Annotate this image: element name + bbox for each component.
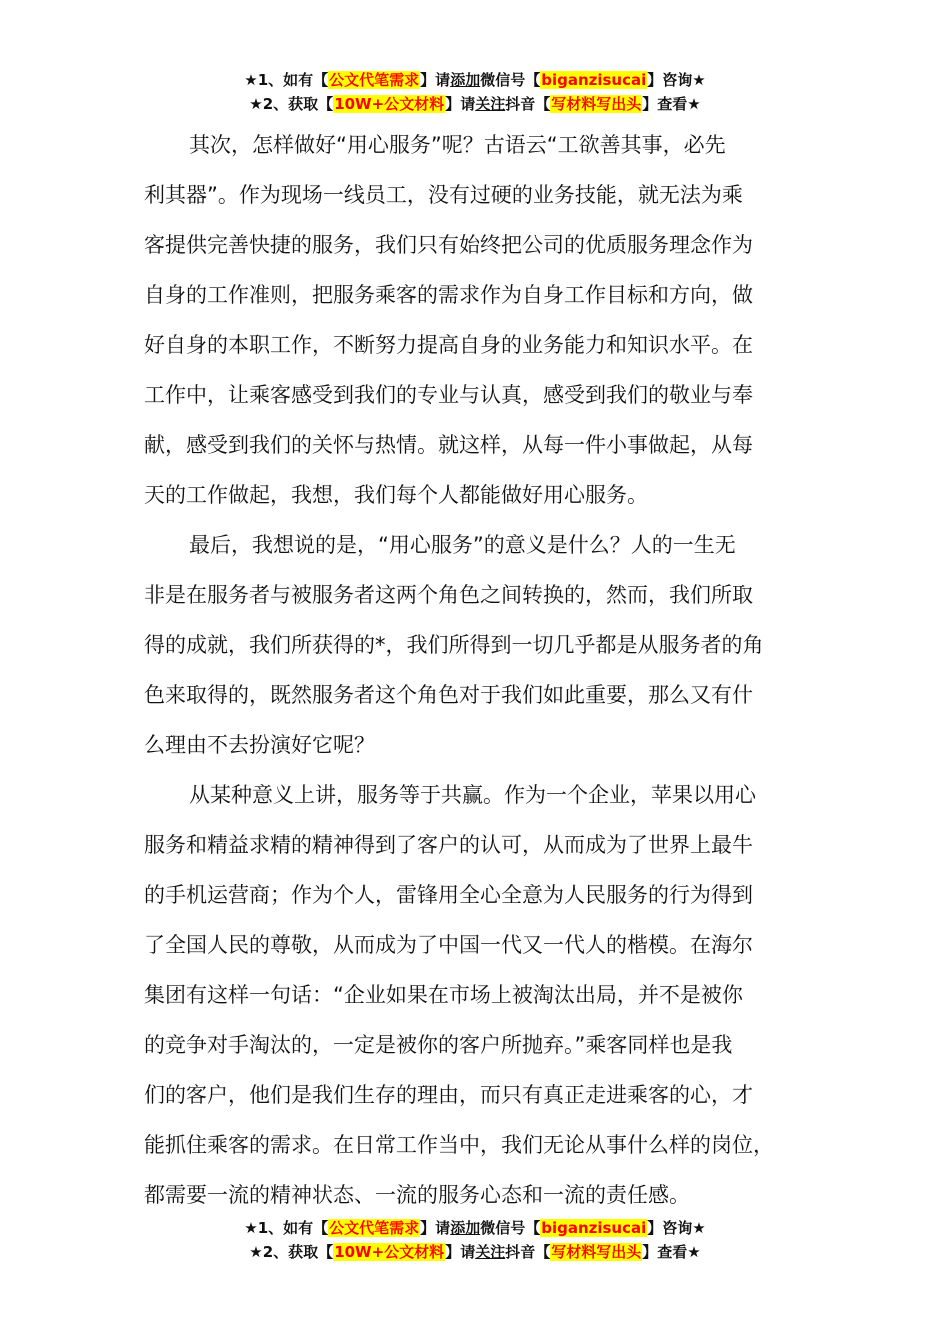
text-line: 从某种意义上讲，服务等于共赢。作为一个企业，苹果以用心 (189, 783, 756, 807)
text-line: 最后，我想说的是，“用心服务”的意义是什么？人的一生无 (189, 533, 736, 557)
highlight-ghostwriting: 公文代笔需求 (329, 71, 420, 89)
highlight-materials: 10W+公文材料 (334, 95, 445, 113)
text-line: 的手机运营商；作为个人，雷锋用全心全意为人民服务的行为得到 (144, 883, 753, 907)
text-line: 能抓住乘客的需求。在日常工作当中，我们无论从事什么样的岗位， (144, 1133, 774, 1157)
banner-text: ★2、获取【 (249, 95, 334, 113)
document-body (144, 120, 824, 1220)
text-line: 么理由不去扮演好它呢？ (144, 733, 375, 757)
banner-line-2 (0, 92, 950, 116)
banner-text: 】咨询★ (647, 1219, 706, 1237)
highlight-wechat-id: biganzisucai (541, 71, 647, 89)
text-line: 非是在服务者与被服务者这两个角色之间转换的，然而，我们所取 (144, 583, 753, 607)
highlight-douyin-account: 写材料写出头 (551, 95, 642, 113)
highlight-douyin-account: 写材料写出头 (551, 1243, 642, 1261)
banner-line-1 (0, 1216, 950, 1240)
text-line: 了全国人民的尊敬，从而成为了中国一代又一代人的楷模。在海尔 (144, 933, 753, 957)
text-line: 的竞争对手淘汰的，一定是被你的客户所抛弃。”乘客同样也是我 (144, 1033, 733, 1057)
highlight-materials: 10W+公文材料 (334, 1243, 445, 1261)
banner-text: ★2、获取【 (249, 1243, 334, 1261)
text-line: 得的成就，我们所获得的*，我们所得到一切几乎都是从服务者的角 (144, 633, 764, 657)
paragraph-3 (144, 770, 824, 1220)
text-line: 们的客户，他们是我们生存的理由，而只有真正走进乘客的心，才 (144, 1083, 753, 1107)
text-line: 利其器”。作为现场一线员工，没有过硬的业务技能，就无法为乘 (144, 183, 743, 207)
underlined-add: 添加 (450, 71, 481, 89)
underlined-follow: 关注 (475, 95, 506, 113)
banner-text: 】请 (420, 71, 451, 89)
banner-text: ★1、如有【 (244, 71, 329, 89)
text-line: 都需要一流的精神状态、一流的服务心态和一流的责任感。 (144, 1183, 690, 1207)
banner-text: 】请 (420, 1219, 451, 1237)
footer-banner (0, 1216, 950, 1264)
banner-text: ★1、如有【 (244, 1219, 329, 1237)
text-line: 自身的工作准则，把服务乘客的需求作为自身工作目标和方向，做 (144, 283, 753, 307)
banner-text: 】查看★ (642, 1243, 701, 1261)
paragraph-2 (144, 520, 824, 770)
text-line: 服务和精益求精的精神得到了客户的认可，从而成为了世界上最牛 (144, 833, 753, 857)
paragraph-1 (144, 120, 824, 520)
banner-text: 】查看★ (642, 95, 701, 113)
banner-text: 抖音【 (505, 1243, 551, 1261)
text-line: 好自身的本职工作，不断努力提高自身的业务能力和知识水平。在 (144, 333, 753, 357)
underlined-follow: 关注 (475, 1243, 506, 1261)
header-banner (0, 68, 950, 116)
text-line: 其次，怎样做好“用心服务”呢？古语云“工欲善其事，必先 (189, 133, 726, 157)
banner-line-1 (0, 68, 950, 92)
highlight-ghostwriting: 公文代笔需求 (329, 1219, 420, 1237)
banner-text: 抖音【 (505, 95, 551, 113)
banner-text: 微信号【 (480, 1219, 541, 1237)
banner-line-2 (0, 1240, 950, 1264)
text-line: 集团有这样一句话：“企业如果在市场上被淘汰出局，并不是被你 (144, 983, 743, 1007)
text-line: 献，感受到我们的关怀与热情。就这样，从每一件小事做起，从每 (144, 433, 753, 457)
text-line: 天的工作做起，我想，我们每个人都能做好用心服务。 (144, 483, 648, 507)
banner-text: 】咨询★ (647, 71, 706, 89)
text-line: 工作中，让乘客感受到我们的专业与认真，感受到我们的敬业与奉 (144, 383, 753, 407)
text-line: 客提供完善快捷的服务，我们只有始终把公司的优质服务理念作为 (144, 233, 753, 257)
banner-text: 微信号【 (480, 71, 541, 89)
highlight-wechat-id: biganzisucai (541, 1219, 647, 1237)
banner-text: 】请 (445, 95, 476, 113)
underlined-add: 添加 (450, 1219, 481, 1237)
banner-text: 】请 (445, 1243, 476, 1261)
text-line: 色来取得的，既然服务者这个角色对于我们如此重要，那么又有什 (144, 683, 753, 707)
